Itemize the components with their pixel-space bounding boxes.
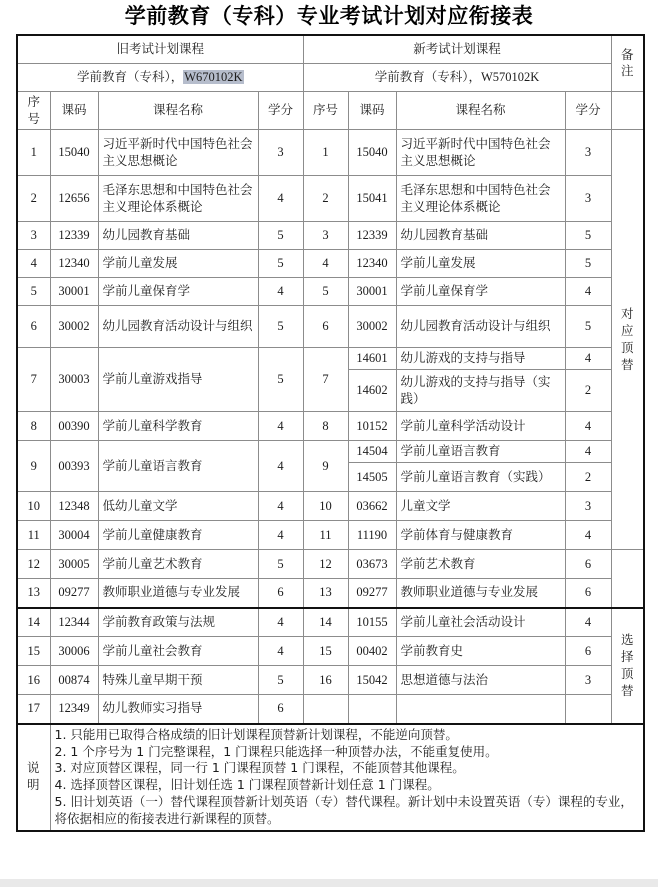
new-code [348,695,396,724]
new-credit: 3 [565,130,611,176]
old-seq: 6 [17,306,50,348]
old-seq: 13 [17,579,50,608]
old-seq: 4 [17,250,50,278]
new-credit: 4 [565,348,611,370]
new-name: 幼儿园教育活动设计与组织 [396,306,565,348]
new-code: 03673 [348,550,396,579]
old-credit: 4 [258,492,303,521]
new-seq: 5 [303,278,348,306]
old-name: 幼儿园教育活动设计与组织 [98,306,258,348]
remark-selective-line2: 顶替 [621,666,634,698]
new-name: 教师职业道德与专业发展 [396,579,565,608]
col-header-new-seq: 序号 [303,91,348,130]
table-row [17,222,644,250]
new-code: 30001 [348,278,396,306]
remark-corresponding [611,130,644,550]
new-name: 幼儿游戏的支持与指导（实践） [396,370,565,412]
new-seq: 1 [303,130,348,176]
new-name: 学前儿童保育学 [396,278,565,306]
new-credit [565,695,611,724]
new-name: 幼儿游戏的支持与指导 [396,348,565,370]
old-name: 特殊儿童早期干预 [98,666,258,695]
new-name: 毛泽东思想和中国特色社会主义理论体系概论 [396,176,565,222]
table-major-row [17,63,644,91]
old-code: 12339 [50,222,98,250]
old-seq: 5 [17,278,50,306]
new-code: 15041 [348,176,396,222]
new-seq: 3 [303,222,348,250]
old-code: 00393 [50,441,98,492]
table-row [17,250,644,278]
old-major-prefix: 学前教育（专科）， [76,69,184,84]
new-name: 学前教育史 [396,637,565,666]
new-credit: 2 [565,463,611,492]
col-header-new-credit: 学分 [565,91,611,130]
table-container [0,34,658,832]
new-credit: 4 [565,608,611,637]
remark-corresponding-line1: 对应 [621,307,634,338]
header-new-plan: 新考试计划课程 [303,35,611,63]
table-row [17,637,644,666]
new-credit: 6 [565,550,611,579]
page-title: 学前教育（专科）专业考试计划对应衔接表 [124,4,534,28]
new-name: 学前儿童语言教育 [396,441,565,463]
new-seq: 4 [303,250,348,278]
table-group-header-row [17,35,644,63]
new-credit: 3 [565,176,611,222]
header-remark: 备注 [611,35,644,91]
old-code: 12340 [50,250,98,278]
old-name: 学前儿童社会教育 [98,637,258,666]
old-code: 30006 [50,637,98,666]
old-name: 学前儿童发展 [98,250,258,278]
old-seq: 2 [17,176,50,222]
col-header-new-name: 课程名称 [396,91,565,130]
footer-label [17,724,50,831]
old-seq: 17 [17,695,50,724]
col-header-new-code: 课码 [348,91,396,130]
remark-corresponding-line2: 顶替 [621,340,634,372]
new-name: 思想道德与法治 [396,666,565,695]
col-header-remark-empty [611,91,644,130]
table-column-header-row [17,91,644,130]
footer-note-4: 4. 选择顶替区课程，旧计划任选 1 门课程顶替新计划任意 1 门课程。 [54,777,440,793]
new-seq: 14 [303,608,348,637]
table-row [17,492,644,521]
table-row [17,521,644,550]
old-name: 学前儿童科学教育 [98,412,258,441]
old-name: 学前儿童语言教育 [98,441,258,492]
table-row [17,579,644,608]
old-seq: 3 [17,222,50,250]
col-header-old-credit: 学分 [258,91,303,130]
new-seq: 11 [303,521,348,550]
new-name: 学前艺术教育 [396,550,565,579]
course-mapping-table [16,34,645,832]
new-code: 10155 [348,608,396,637]
new-code: 12340 [348,250,396,278]
new-code: 11190 [348,521,396,550]
footer-note-1: 1. 只能用已取得合格成绩的旧计划课程顶替新计划课程，不能逆向顶替。 [54,726,458,742]
new-name [396,695,565,724]
new-name: 学前儿童语言教育（实践） [396,463,565,492]
old-seq: 14 [17,608,50,637]
old-credit: 4 [258,608,303,637]
old-code: 30005 [50,550,98,579]
col-header-old-seq: 序号 [17,91,50,130]
new-seq: 16 [303,666,348,695]
new-seq: 2 [303,176,348,222]
old-seq: 16 [17,666,50,695]
old-seq: 10 [17,492,50,521]
table-row [17,550,644,579]
old-name: 学前儿童艺术教育 [98,550,258,579]
new-credit: 4 [565,412,611,441]
table-row [17,278,644,306]
new-seq: 6 [303,306,348,348]
old-seq: 8 [17,412,50,441]
new-credit: 4 [565,278,611,306]
new-code: 14505 [348,463,396,492]
table-row [17,306,644,348]
new-seq: 7 [303,348,348,412]
new-name: 儿童文学 [396,492,565,521]
new-code: 00402 [348,637,396,666]
old-name: 幼儿教师实习指导 [98,695,258,724]
old-code: 30002 [50,306,98,348]
table-row [17,608,644,637]
new-name: 学前体育与健康教育 [396,521,565,550]
old-seq: 7 [17,348,50,412]
new-seq: 13 [303,579,348,608]
new-code: 15042 [348,666,396,695]
footer-note-2: 2. 1 个序号为 1 门完整课程，1 门课程只能选择一种顶替办法，不能重复使用。 [54,743,498,759]
new-code: 14602 [348,370,396,412]
new-credit: 2 [565,370,611,412]
new-seq: 10 [303,492,348,521]
new-code: 10152 [348,412,396,441]
old-credit: 5 [258,222,303,250]
new-major-cell: 学前教育（专科），W570102K [303,63,611,91]
new-seq: 9 [303,441,348,492]
col-header-old-name: 课程名称 [98,91,258,130]
table-row [17,348,644,370]
old-seq: 12 [17,550,50,579]
old-name: 教师职业道德与专业发展 [98,579,258,608]
new-seq: 8 [303,412,348,441]
old-seq: 15 [17,637,50,666]
old-credit: 6 [258,695,303,724]
old-code: 15040 [50,130,98,176]
new-code: 30002 [348,306,396,348]
new-credit: 6 [565,637,611,666]
old-credit: 4 [258,521,303,550]
new-code: 15040 [348,130,396,176]
old-credit: 4 [258,637,303,666]
old-major-code-highlight[interactable]: W670102K [184,69,243,84]
old-credit: 4 [258,412,303,441]
old-code: 00390 [50,412,98,441]
old-credit: 5 [258,348,303,412]
old-credit: 4 [258,176,303,222]
old-name: 毛泽东思想和中国特色社会主义理论体系概论 [98,176,258,222]
new-credit: 3 [565,492,611,521]
table-row [17,666,644,695]
remark-selective [611,608,644,724]
old-code: 12656 [50,176,98,222]
new-name: 学前儿童发展 [396,250,565,278]
old-credit: 5 [258,666,303,695]
new-credit: 6 [565,579,611,608]
table-footer-row [17,724,644,831]
old-seq: 1 [17,130,50,176]
old-name: 学前教育政策与法规 [98,608,258,637]
new-credit: 4 [565,521,611,550]
table-row [17,441,644,463]
old-credit: 5 [258,306,303,348]
table-row [17,130,644,176]
old-name: 幼儿园教育基础 [98,222,258,250]
new-code: 14504 [348,441,396,463]
old-credit: 5 [258,550,303,579]
old-code: 09277 [50,579,98,608]
footer-notes [50,724,644,831]
old-code: 12344 [50,608,98,637]
new-name: 习近平新时代中国特色社会主义思想概论 [396,130,565,176]
col-header-old-code: 课码 [50,91,98,130]
remark-selective-line1: 选择 [621,632,634,664]
old-name: 学前儿童健康教育 [98,521,258,550]
old-code: 12348 [50,492,98,521]
old-credit: 3 [258,130,303,176]
new-name: 幼儿园教育基础 [396,222,565,250]
old-code: 30003 [50,348,98,412]
old-seq: 11 [17,521,50,550]
old-name: 习近平新时代中国特色社会主义思想概论 [98,130,258,176]
new-name: 学前儿童社会活动设计 [396,608,565,637]
old-credit: 4 [258,278,303,306]
new-credit: 5 [565,306,611,348]
new-code: 03662 [348,492,396,521]
new-code: 14601 [348,348,396,370]
table-row [17,412,644,441]
footer-label-line2: 明 [26,778,41,793]
footer-label-line1: 说 [26,761,41,776]
new-name: 学前儿童科学活动设计 [396,412,565,441]
header-old-plan: 旧考试计划课程 [17,35,303,63]
old-code: 12349 [50,695,98,724]
old-name: 学前儿童游戏指导 [98,348,258,412]
new-credit: 3 [565,666,611,695]
new-code: 12339 [348,222,396,250]
new-seq [303,695,348,724]
old-code: 00874 [50,666,98,695]
table-row [17,176,644,222]
new-seq: 15 [303,637,348,666]
new-seq: 12 [303,550,348,579]
new-credit: 5 [565,250,611,278]
new-credit: 5 [565,222,611,250]
old-name: 低幼儿童文学 [98,492,258,521]
old-code: 30004 [50,521,98,550]
footer-note-5: 5. 旧计划英语（一）替代课程顶替新计划英语（专）替代课程。新计划中未设置英语（专）课程的专业，将依据相应的衔接表进行新课程的顶替。 [54,794,633,827]
old-code: 30001 [50,278,98,306]
old-credit: 4 [258,441,303,492]
new-credit: 4 [565,441,611,463]
table-row [17,695,644,724]
old-credit: 5 [258,250,303,278]
footer-note-3: 3. 对应顶替区课程，同一行 1 门课程顶替 1 门课程，不能顶替其他课程。 [54,760,465,776]
bottom-bar [0,879,658,887]
new-code: 09277 [348,579,396,608]
old-major-cell [17,63,303,91]
old-name: 学前儿童保育学 [98,278,258,306]
old-seq: 9 [17,441,50,492]
old-credit: 6 [258,579,303,608]
